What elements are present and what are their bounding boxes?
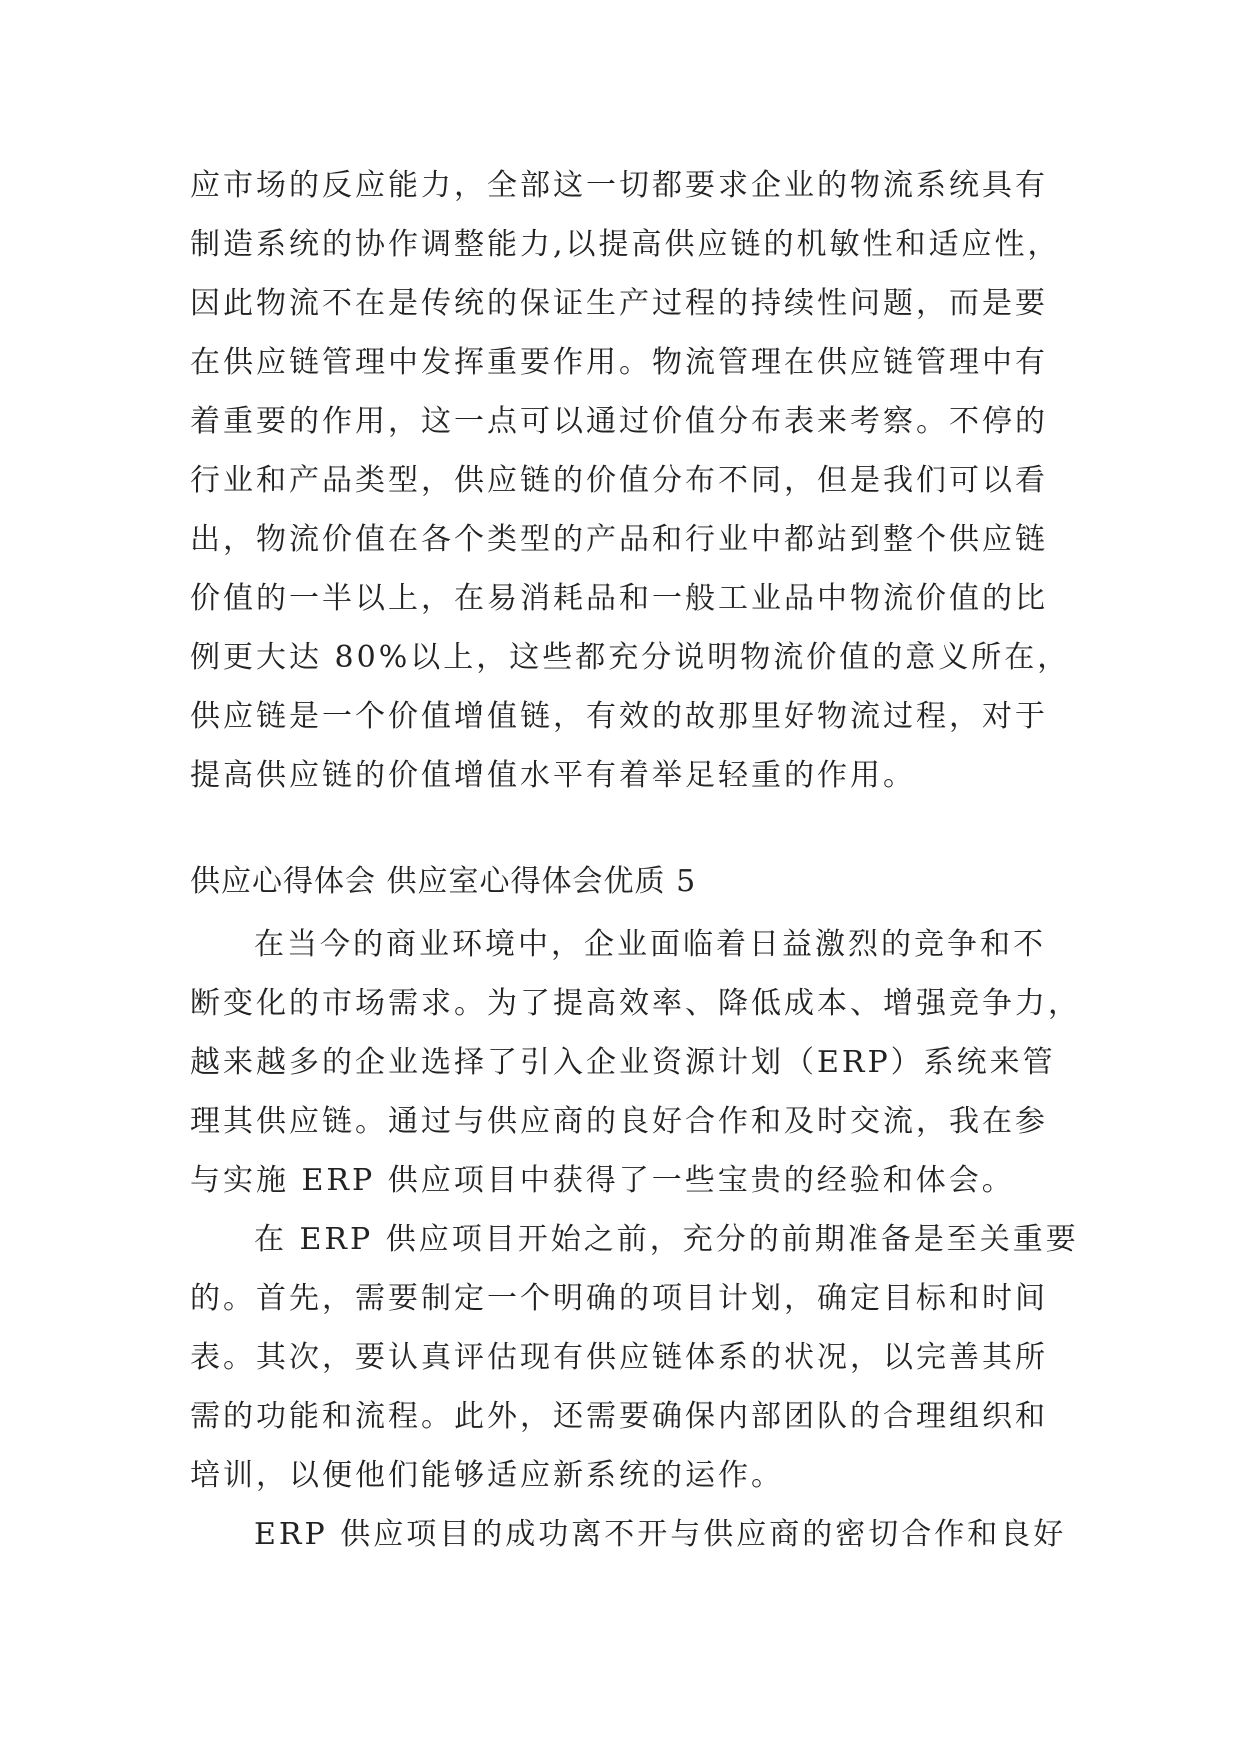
paragraph-line: 供应链是一个价值增值链，有效的故那里好物流过程，对于: [190, 699, 1048, 734]
paragraph-line: 表。其次，要认真评估现有供应链体系的状况，以完善其所: [190, 1340, 1048, 1375]
paragraph-line: 理其供应链。通过与供应商的良好合作和及时交流，我在参: [190, 1104, 1048, 1139]
paragraph-line: 需的功能和流程。此外，还需要确保内部团队的合理组织和: [190, 1399, 1048, 1434]
paragraph-line: 行业和产品类型，供应链的价值分布不同，但是我们可以看: [190, 463, 1048, 498]
paragraph-line: 断变化的市场需求。为了提高效率、降低成本、增强竞争力，: [190, 986, 1081, 1021]
paragraph-line: 价值的一半以上，在易消耗品和一般工业品中物流价值的比: [190, 581, 1048, 616]
paragraph-line: 着重要的作用，这一点可以通过价值分布表来考察。不停的: [190, 404, 1048, 439]
paragraph-line: 的。首先，需要制定一个明确的项目计划，确定目标和时间: [190, 1281, 1048, 1316]
paragraph-line: 与实施 ERP 供应项目中获得了一些宝贵的经验和体会。: [190, 1163, 1015, 1198]
paragraph-line: 出，物流价值在各个类型的产品和行业中都站到整个供应链: [190, 522, 1048, 557]
paragraph-line: 因此物流不在是传统的保证生产过程的持续性问题，而是要: [190, 286, 1048, 321]
paragraph-line: 培训，以便他们能够适应新系统的运作。: [190, 1458, 784, 1493]
paragraph-line: 在 ERP 供应项目开始之前，充分的前期准备是至关重要: [254, 1222, 1079, 1257]
paragraph-line: 制造系统的协作调整能力,以提高供应链的机敏性和适应性，: [190, 227, 1061, 262]
paragraph-line: 在供应链管理中发挥重要作用。物流管理在供应链管理中有: [190, 345, 1048, 380]
paragraph-line: ERP 供应项目的成功离不开与供应商的密切合作和良好: [254, 1517, 1067, 1552]
paragraph-line: 提高供应链的价值增值水平有着举足轻重的作用。: [190, 758, 916, 793]
paragraph-line: 例更大达 80%以上，这些都充分说明物流价值的意义所在，: [190, 640, 1071, 675]
section-heading: 供应心得体会 供应室心得体会优质 5: [190, 864, 697, 899]
paragraph-line: 应市场的反应能力，全部这一切都要求企业的物流系统具有: [190, 168, 1048, 203]
paragraph-line: 在当今的商业环境中，企业面临着日益激烈的竞争和不: [254, 927, 1046, 962]
paragraph-line: 越来越多的企业选择了引入企业资源计划（ERP）系统来管: [190, 1045, 1056, 1080]
